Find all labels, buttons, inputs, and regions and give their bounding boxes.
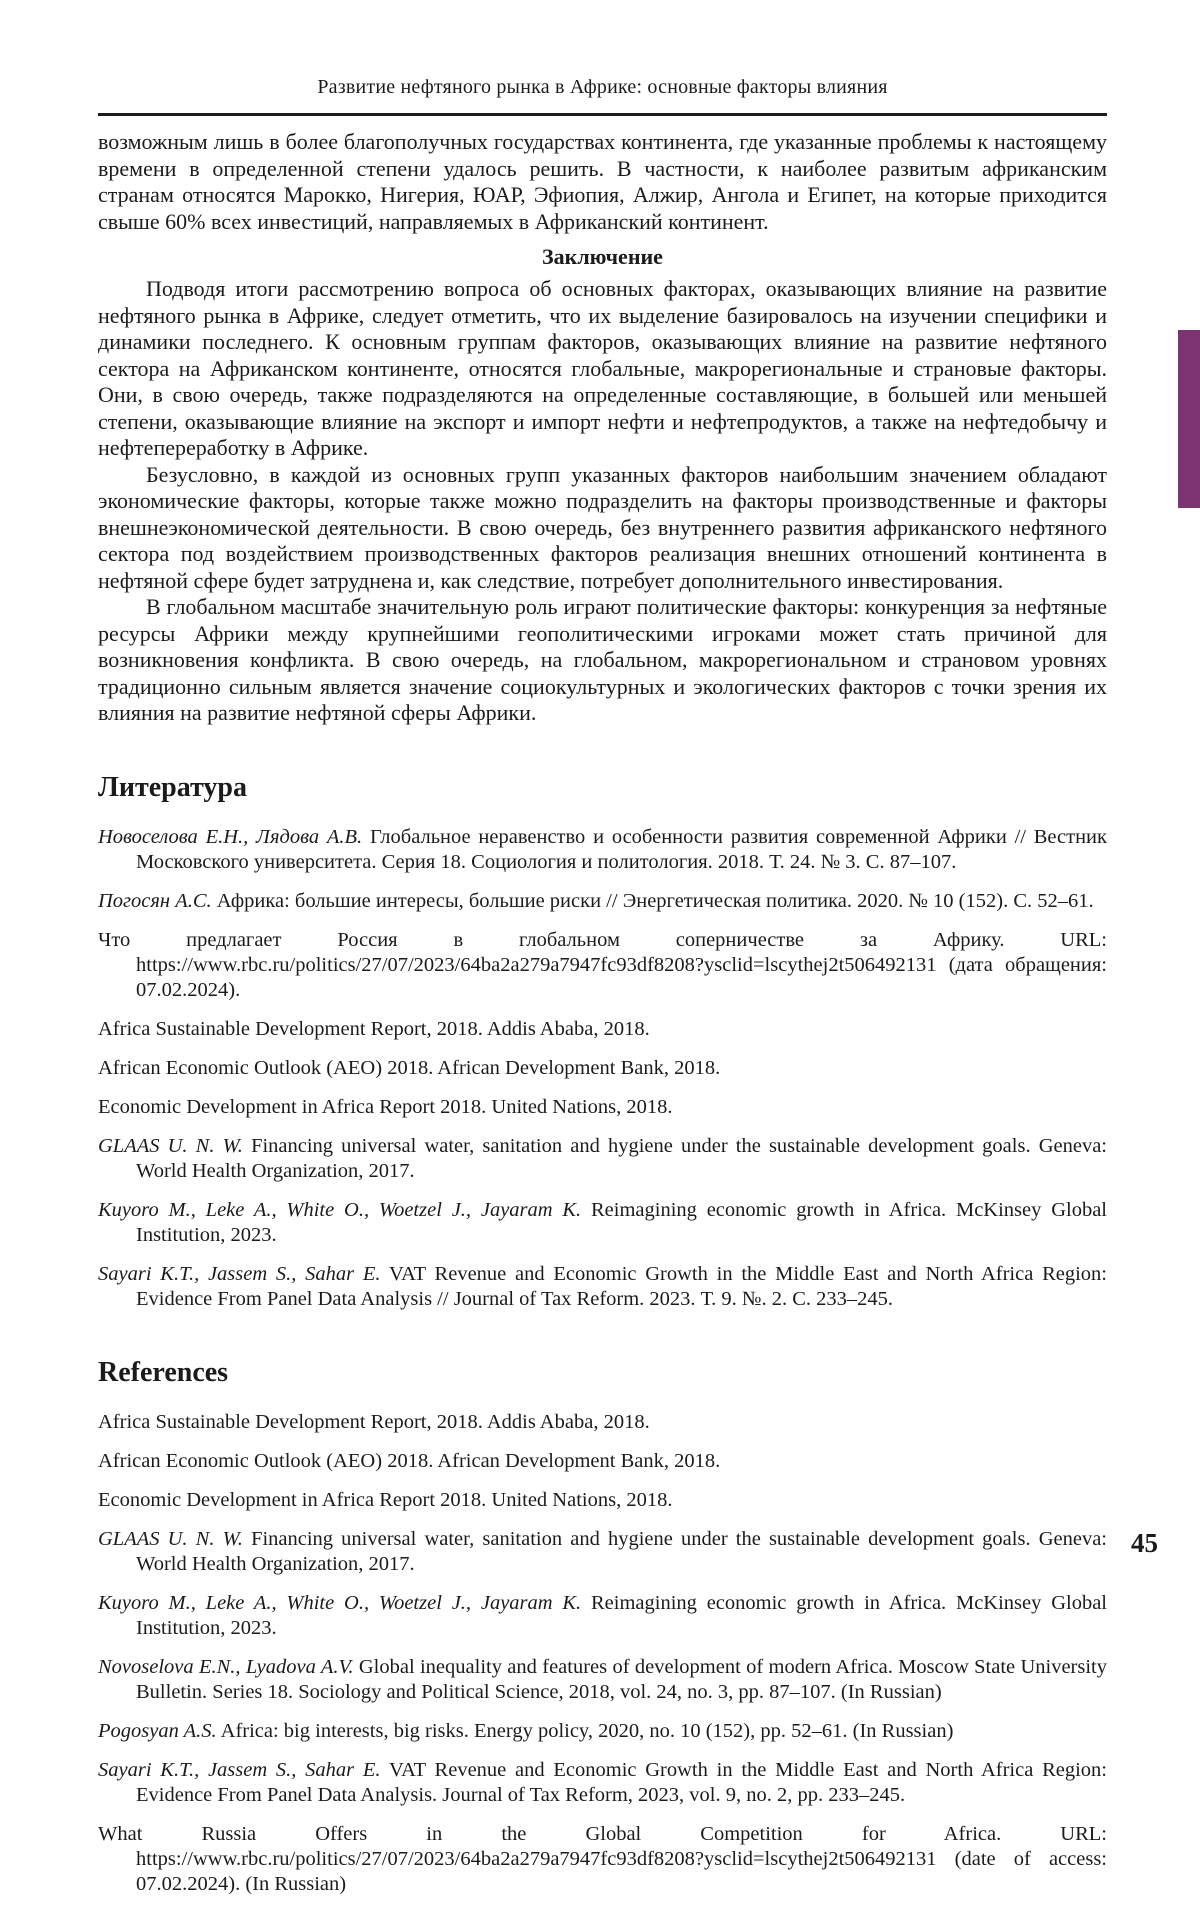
header-rule	[98, 113, 1107, 116]
reference-item	[98, 1822, 1107, 1897]
reference-text: VAT Revenue and Economic Growth in the Middle East and North Africa Region: Evidence From Panel Data Analysis // Journal of Tax Reform. 2023. Т. 9. №. 2. С. 233–245.	[136, 1262, 1107, 1310]
reference-text: VAT Revenue and Economic Growth in the Middle East and North Africa Region: Evidence From Panel Data Analysis. Journal of Tax Reform, 2023, vol. 9, no. 2, pp. 233–245.	[136, 1758, 1107, 1806]
page-content	[98, 0, 1107, 1911]
reference-text: Reimagining economic growth in Africa. McKinsey Global Institution, 2023.	[136, 1198, 1107, 1246]
reference-item	[98, 1056, 1107, 1081]
reference-item	[98, 1488, 1107, 1513]
accent-bar	[1178, 330, 1200, 508]
reference-authors: GLAAS U. N. W.	[98, 1134, 243, 1157]
reference-authors: Новоселова Е.Н., Лядова А.В.	[98, 825, 363, 848]
reference-authors: Sayari K.T., Jassem S., Sahar E.	[98, 1758, 381, 1781]
reference-text: Financing universal water, sanitation and hygiene under the sustainable development goals. Geneva: World Health Organization, 2017.	[136, 1527, 1107, 1575]
reference-text: Economic Development in Africa Report 2018. United Nations, 2018.	[98, 1488, 673, 1511]
reference-item	[98, 1262, 1107, 1312]
paragraph: Безусловно, в каждой из основных групп указанных факторов наибольшим значением обладают экономические факторы, которые также можно подразделить на факторы производственные и факторы внешнеэкономической деятельности. В свою очередь, без внутреннего развития африканского нефтяного сектора под воздействием производственных факторов реализация внешних отношений континента в нефтяной сфере будет затруднена и, как следствие, потребует дополнительного инвестирования.	[98, 461, 1107, 593]
reference-text: Financing universal water, sanitation and hygiene under the sustainable development goals. Geneva: World Health Organization, 2017.	[136, 1134, 1107, 1182]
reference-text: African Economic Outlook (AEO) 2018. African Development Bank, 2018.	[98, 1056, 721, 1079]
reference-item	[98, 1591, 1107, 1641]
reference-text: Africa: big interests, big risks. Energy policy, 2020, no. 10 (152), pp. 52–61. (In Russian)	[216, 1719, 954, 1742]
reference-text: Global inequality and features of development of modern Africa. Moscow State University Bulletin. Series 18. Sociology and Political Science, 2018, vol. 24, no. 3, pp. 87–107. (In Russian)	[136, 1655, 1107, 1703]
reference-authors: Kuyoro M., Leke A., White O., Woetzel J., Jayaram K.	[98, 1198, 582, 1221]
reference-item	[98, 1134, 1107, 1184]
reference-authors: Sayari K.T., Jassem S., Sahar E.	[98, 1262, 381, 1285]
paragraph: возможным лишь в более благополучных государствах континента, где указанные проблемы к настоящему времени в определенной степени удалось решить. В частности, к наиболее развитым африканским странам относятся Марокко, Нигерия, ЮАР, Эфиопия, Алжир, Ангола и Египет, на которые приходится свыше 60% всех инвестиций, направляемых в Африканский континент.	[98, 129, 1107, 234]
reference-item	[98, 928, 1107, 1003]
reference-text: Глобальное неравенство и особенности развития современной Африки // Вестник Московского университета. Серия 18. Социология и политология. 2018. Т. 24. № 3. С. 87–107.	[136, 825, 1107, 873]
reference-authors: Pogosyan A.S.	[98, 1719, 217, 1742]
literature-heading: Литература	[98, 771, 247, 803]
reference-item	[98, 1410, 1107, 1435]
reference-item	[98, 1655, 1107, 1705]
references-list	[98, 1410, 1107, 1897]
reference-item	[98, 889, 1107, 914]
reference-text: African Economic Outlook (AEO) 2018. African Development Bank, 2018.	[98, 1449, 721, 1472]
reference-text: Африка: большие интересы, большие риски // Энергетическая политика. 2020. № 10 (152). С. 52–61.	[211, 889, 1094, 912]
reference-text: Africa Sustainable Development Report, 2018. Addis Ababa, 2018.	[98, 1017, 650, 1040]
reference-authors: Novoselova E.N., Lyadova A.V.	[98, 1655, 354, 1678]
running-head: Развитие нефтяного рынка в Африке: основные факторы влияния	[317, 76, 888, 98]
reference-item	[98, 1449, 1107, 1474]
reference-text: Economic Development in Africa Report 2018. United Nations, 2018.	[98, 1095, 673, 1118]
reference-authors: GLAAS U. N. W.	[98, 1527, 243, 1550]
paragraph: В глобальном масштабе значительную роль играют политические факторы: конкуренция за нефтяные ресурсы Африки между крупнейшими геополитическими игроками может стать причиной для возникновения конфликта. В свою очередь, на глобальном, макрорегиональном и страновом уровнях традиционно сильным является значение социокультурных и экологических факторов с точки зрения их влияния на развитие нефтяной сферы Африки.	[98, 594, 1107, 725]
reference-authors: Kuyoro M., Leke A., White O., Woetzel J., Jayaram K.	[98, 1591, 582, 1614]
paragraph: Подводя итоги рассмотрению вопроса об основных факторах, оказывающих влияние на развитие нефтяного рынка в Африке, следует отметить, что их выделение базировалось на изучении специфики и динамики последнего. К основным группам факторов, оказывающих влияние на развитие нефтяного сектора на Африканском континенте, относятся глобальные, макрорегиональные и страновые факторы. Они, в свою очередь, также подразделяются на определенные составляющие, в большей или меньшей степени, оказывающие влияние на экспорт и импорт нефти и нефтепродуктов, а также на нефтедобычу и нефтепереработку в Африке.	[98, 276, 1107, 460]
reference-item	[98, 1719, 1107, 1744]
reference-text: Africa Sustainable Development Report, 2018. Addis Ababa, 2018.	[98, 1410, 650, 1433]
reference-text: Reimagining economic growth in Africa. McKinsey Global Institution, 2023.	[136, 1591, 1107, 1639]
conclusion-heading: Заключение	[542, 244, 663, 269]
reference-item	[98, 1095, 1107, 1120]
references-heading: References	[98, 1356, 229, 1388]
reference-item	[98, 1017, 1107, 1042]
literature-list	[98, 825, 1107, 1312]
reference-item	[98, 1758, 1107, 1808]
reference-item	[98, 1527, 1107, 1577]
reference-text: Что предлагает Россия в глобальном соперничестве за Африку. URL: https://www.rbc.ru/politics/27/07/2023/64ba2a279a7947fc93df8208?ysclid=lscythej2t506492131 (дата обращения: 07.02.2024).	[98, 928, 1107, 1001]
page-number: 45	[1131, 1528, 1158, 1558]
reference-authors: Погосян А.С.	[98, 889, 212, 912]
reference-item	[98, 1198, 1107, 1248]
reference-item	[98, 825, 1107, 875]
reference-text: What Russia Offers in the Global Competition for Africa. URL: https://www.rbc.ru/politics/27/07/2023/64ba2a279a7947fc93df8208?ysclid=lscythej2t506492131 (date of access: 07.02.2024). (In Russian)	[98, 1822, 1107, 1895]
